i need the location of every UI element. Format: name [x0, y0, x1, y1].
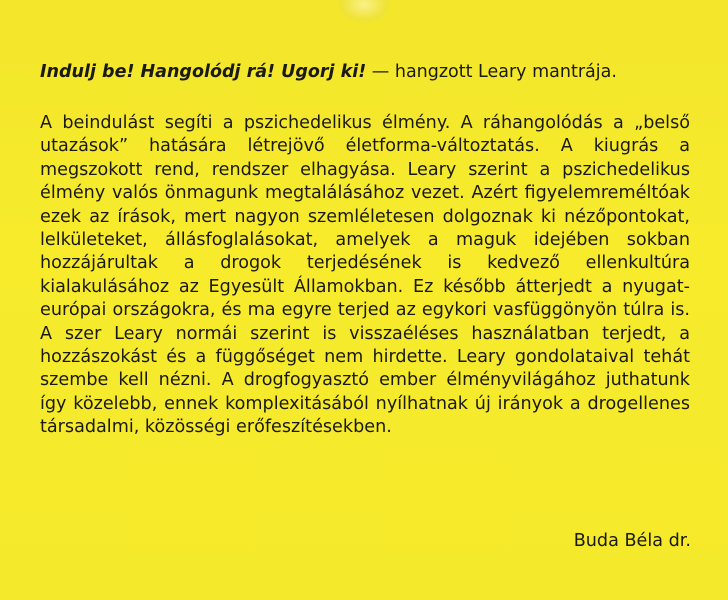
mantra-text: Indulj be! Hangolódj rá! Ugorj ki!	[40, 62, 367, 82]
body-paragraph: A beindulást segíti a pszichedelikus élmény. A ráhangolódás a „belső utazások” hatására létrejövő életforma-változtatás. A kiugrás a megszokott rend, rendszer elhagyása. Leary szerint a pszichedelikus élmény valós önmagunk megtalálásához vezet. Azért figyelemreméltóak ezek az írások, mert nagyon szemléletesen dolgoznak ki nézőpontokat, lelkületeket, állásfoglalásokat, amelyek a maguk idejében sokban hozzájárultak a drogok terjedésének is kedvező ellenkultúra kialakulásához az Egyesült Államokban. Ez később átterjedt a nyugat-európai országokra, és ma egyre terjed az egykori vasfüggönyön túlra is. A szer Leary normái szerint is visszaéléses használatban terjedt, a hozzászokást és a függőséget nem hirdette. Leary gondolataival tehát szembe kell nézni. A drogfogyasztó ember élményvilágához juthatunk így közelebb, ennek komplexitásából nyílhatnak új irányok a drogellenes társadalmi, közösségi erőfeszítésekben.	[40, 113, 690, 438]
intro-rest-text: — hangzott Leary mantrája.	[366, 62, 617, 82]
intro-line	[40, 60, 700, 84]
author-signature: Buda Béla dr.	[573, 531, 691, 551]
embossed-ornament	[338, 0, 390, 22]
